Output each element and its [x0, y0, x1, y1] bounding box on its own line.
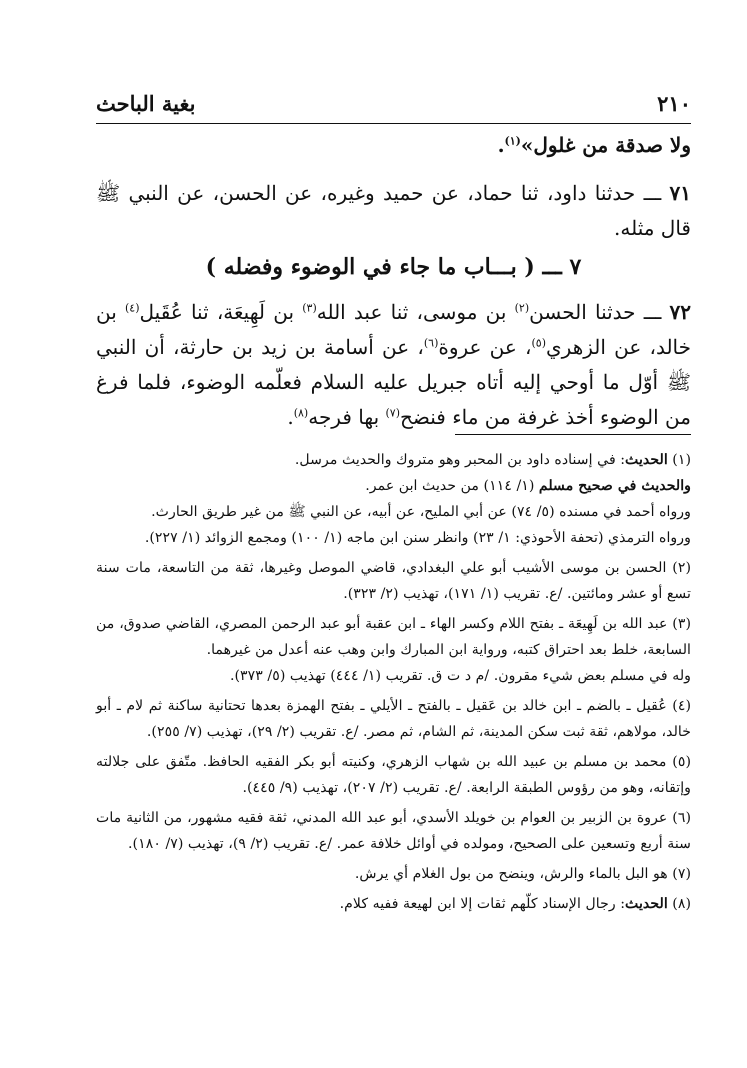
footnote-line: [96, 663, 691, 689]
footnote-text: هو البل بالماء والرش، وينضح من بول الغلام أي يرش.: [354, 866, 668, 882]
footnote-text: عبد الله بن لَهِيعَة ـ بفتح اللام وكسر الهاء ـ ابن عقبة أبو عبد الرحمن المصري، القاضي صدوق، من السابعة، خلط بعد احتراق كتبه، ورواية ابن المبارك وابن وهب عنه أعدل من غيرهما.: [96, 616, 691, 658]
footnote-7: [96, 861, 691, 887]
footnote-separator: [455, 434, 691, 435]
footnote-text: وله في مسلم بعض شيء مقرون. /م د ت ق. تقريب (١/ ٤٤٤) تهذيب (٥/ ٣٧٣).: [229, 668, 691, 684]
footnote-5: [96, 749, 691, 801]
footnote-lead: (٤): [666, 698, 691, 714]
main-text: [96, 124, 691, 435]
footnote-line: [96, 693, 691, 745]
footnote-2: [96, 555, 691, 607]
hadith-72: ٧٢ ـــ حدثنا الحسن$^{(٢)}$ بن موسى، ثنا عبد الله$^{(٣)}$ بن لَهِيعَة، ثنا عُقَيل$^{(٤)}$ بن خالد، عن الزهري$^{(٥)}$، عن عروة$^{(٦)}$، عن أسامة بن زيد بن حارثة، أن النبي ﷺ أوّل ما أوحي إليه أتاه جبريل عليه السلام فعلّمه الوضوء، فلما فرغ من الوضوء أخذ غرفة من ماء فنضح$^{(٧)}$ بها فرجه$^{(٨)}$.: [96, 300, 691, 429]
footnote-lead: (٧): [667, 866, 691, 882]
footnote-line: [96, 861, 691, 887]
footnote-line: [96, 499, 691, 525]
footnote-lead: (٢): [666, 560, 692, 576]
footnote-text: الحسن بن موسى الأشيب أبو علي البغدادي، قاضي الموصل وغيرها، ثقة من التاسعة، مات سنة تسع أو عشر ومائتين. /ع. تقريب (١/ ١٧١)، تهذيب (٢/ ٣٢٣).: [96, 560, 691, 602]
footnote-line: [96, 525, 691, 551]
page-number: ٢١٠: [657, 90, 691, 116]
chapter-heading: ٧ ـــ ( بـــاب ما جاء في الوضوء وفضله ): [205, 254, 582, 280]
hadith-number: ٧٢: [669, 300, 691, 324]
book-title: بغية الباحث: [96, 90, 196, 116]
footnote-bold: والحديث في صحيح مسلم: [538, 478, 691, 494]
hadith-number: ٧١: [669, 181, 691, 205]
footnote-line: [96, 805, 691, 857]
footnote-ref: (٣): [302, 301, 317, 315]
footnote-text: عُقيل ـ بالضم ـ ابن خالد بن عَقيل ـ بالفتح ـ الأيلي ـ بفتح الهمزة بعدها تحتانية ساكنة ثم لام ـ أبو خالد، مولاهم، ثقة ثبت سكن المدينة، ثم الشام، ثم مصر. /ع. تقريب (٢/ ٢٩)، تهذيب (٧/ ٢٥٥).: [96, 698, 691, 740]
footnote-line: [96, 555, 691, 607]
footnote-bold: الحديث: [625, 896, 668, 912]
footnote-ref: (٦): [423, 336, 439, 350]
footnote-line: [96, 891, 691, 917]
footnote-lead: (١): [667, 452, 691, 468]
footnote-3: [96, 611, 691, 689]
page: [96, 0, 691, 1068]
footnote-line: [96, 473, 691, 499]
footnote-ref: (١): [504, 134, 521, 148]
footnote-line: [96, 611, 691, 663]
footnote-ref: (٢): [514, 301, 530, 315]
footnote-lead: (٦): [667, 810, 692, 826]
footnote-text: (١/ ١١٤) من حديث ابن عمر.: [365, 478, 539, 494]
footnote-1: [96, 447, 691, 551]
hadith-text: ـــ حدثنا داود، ثنا حماد، عن حميد وغيره، عن الحسن، عن النبي ﷺ قال مثله.: [96, 181, 691, 240]
footnote-8: [96, 891, 691, 917]
footnote-lead: (٨): [667, 896, 691, 912]
footnote-lead: (٣): [667, 616, 692, 632]
footnote-text: : رجال الإسناد كلّهم ثقات إلا ابن لهيعة ففيه كلام.: [339, 896, 626, 912]
footnote-bold: الحديث: [625, 452, 668, 468]
footnote-lead: (٥): [666, 754, 691, 770]
footnote-line: [96, 447, 691, 473]
footnote-line: [96, 749, 691, 801]
footnote-text: محمد بن مسلم بن عبيد الله بن شهاب الزهري، وكنيته أبو بكر الفقيه الحافظ. متّفق على جلالته وإتقانه، وهو من رؤوس الطبقة الرابعة. /ع. تقريب (٢/ ٢٠٧)، تهذيب (٩/ ٤٤٥).: [96, 754, 691, 796]
footnote-4: [96, 693, 691, 745]
footnote-ref: (٤): [125, 301, 140, 315]
hadith-71: [96, 176, 691, 246]
footnote-6: [96, 805, 691, 857]
footnote-text: ورواه أحمد في مسنده (٥/ ٧٤) عن أبي المليح، عن أبيه، عن النبي ﷺ من غير طريق الحارث.: [151, 504, 691, 520]
footnote-text: عروة بن الزبير بن العوام بن خويلد الأسدي، أبو عبد الله المدني، ثقة فقيه مشهور، من الثانية مات سنة أربع وتسعين على الصحيح، ومولده في أوائل خلافة عمر. /ع. تقريب (٢/ ٩)، تهذيب (٧/ ١٨٠).: [96, 810, 691, 852]
footnote-text: : في إسناده داود بن المحبر وهو متروك والحديث مرسل.: [294, 452, 626, 468]
footnote-text: ورواه الترمذي (تحفة الأحوذي: ١/ ٢٣) وانظر سنن ابن ماجه (١/ ١٠٠) ومجمع الزوائد (١/ ٢٢٧).: [144, 530, 691, 546]
running-header: [96, 86, 691, 120]
footnote-ref: (٥): [531, 336, 547, 350]
footnote-ref: (٨): [293, 406, 309, 420]
footnote-ref: (٧): [385, 406, 401, 420]
continuation-line: ولا صدقة من غلول»$^{(١)}$.: [497, 133, 691, 157]
footnotes: [96, 447, 691, 921]
